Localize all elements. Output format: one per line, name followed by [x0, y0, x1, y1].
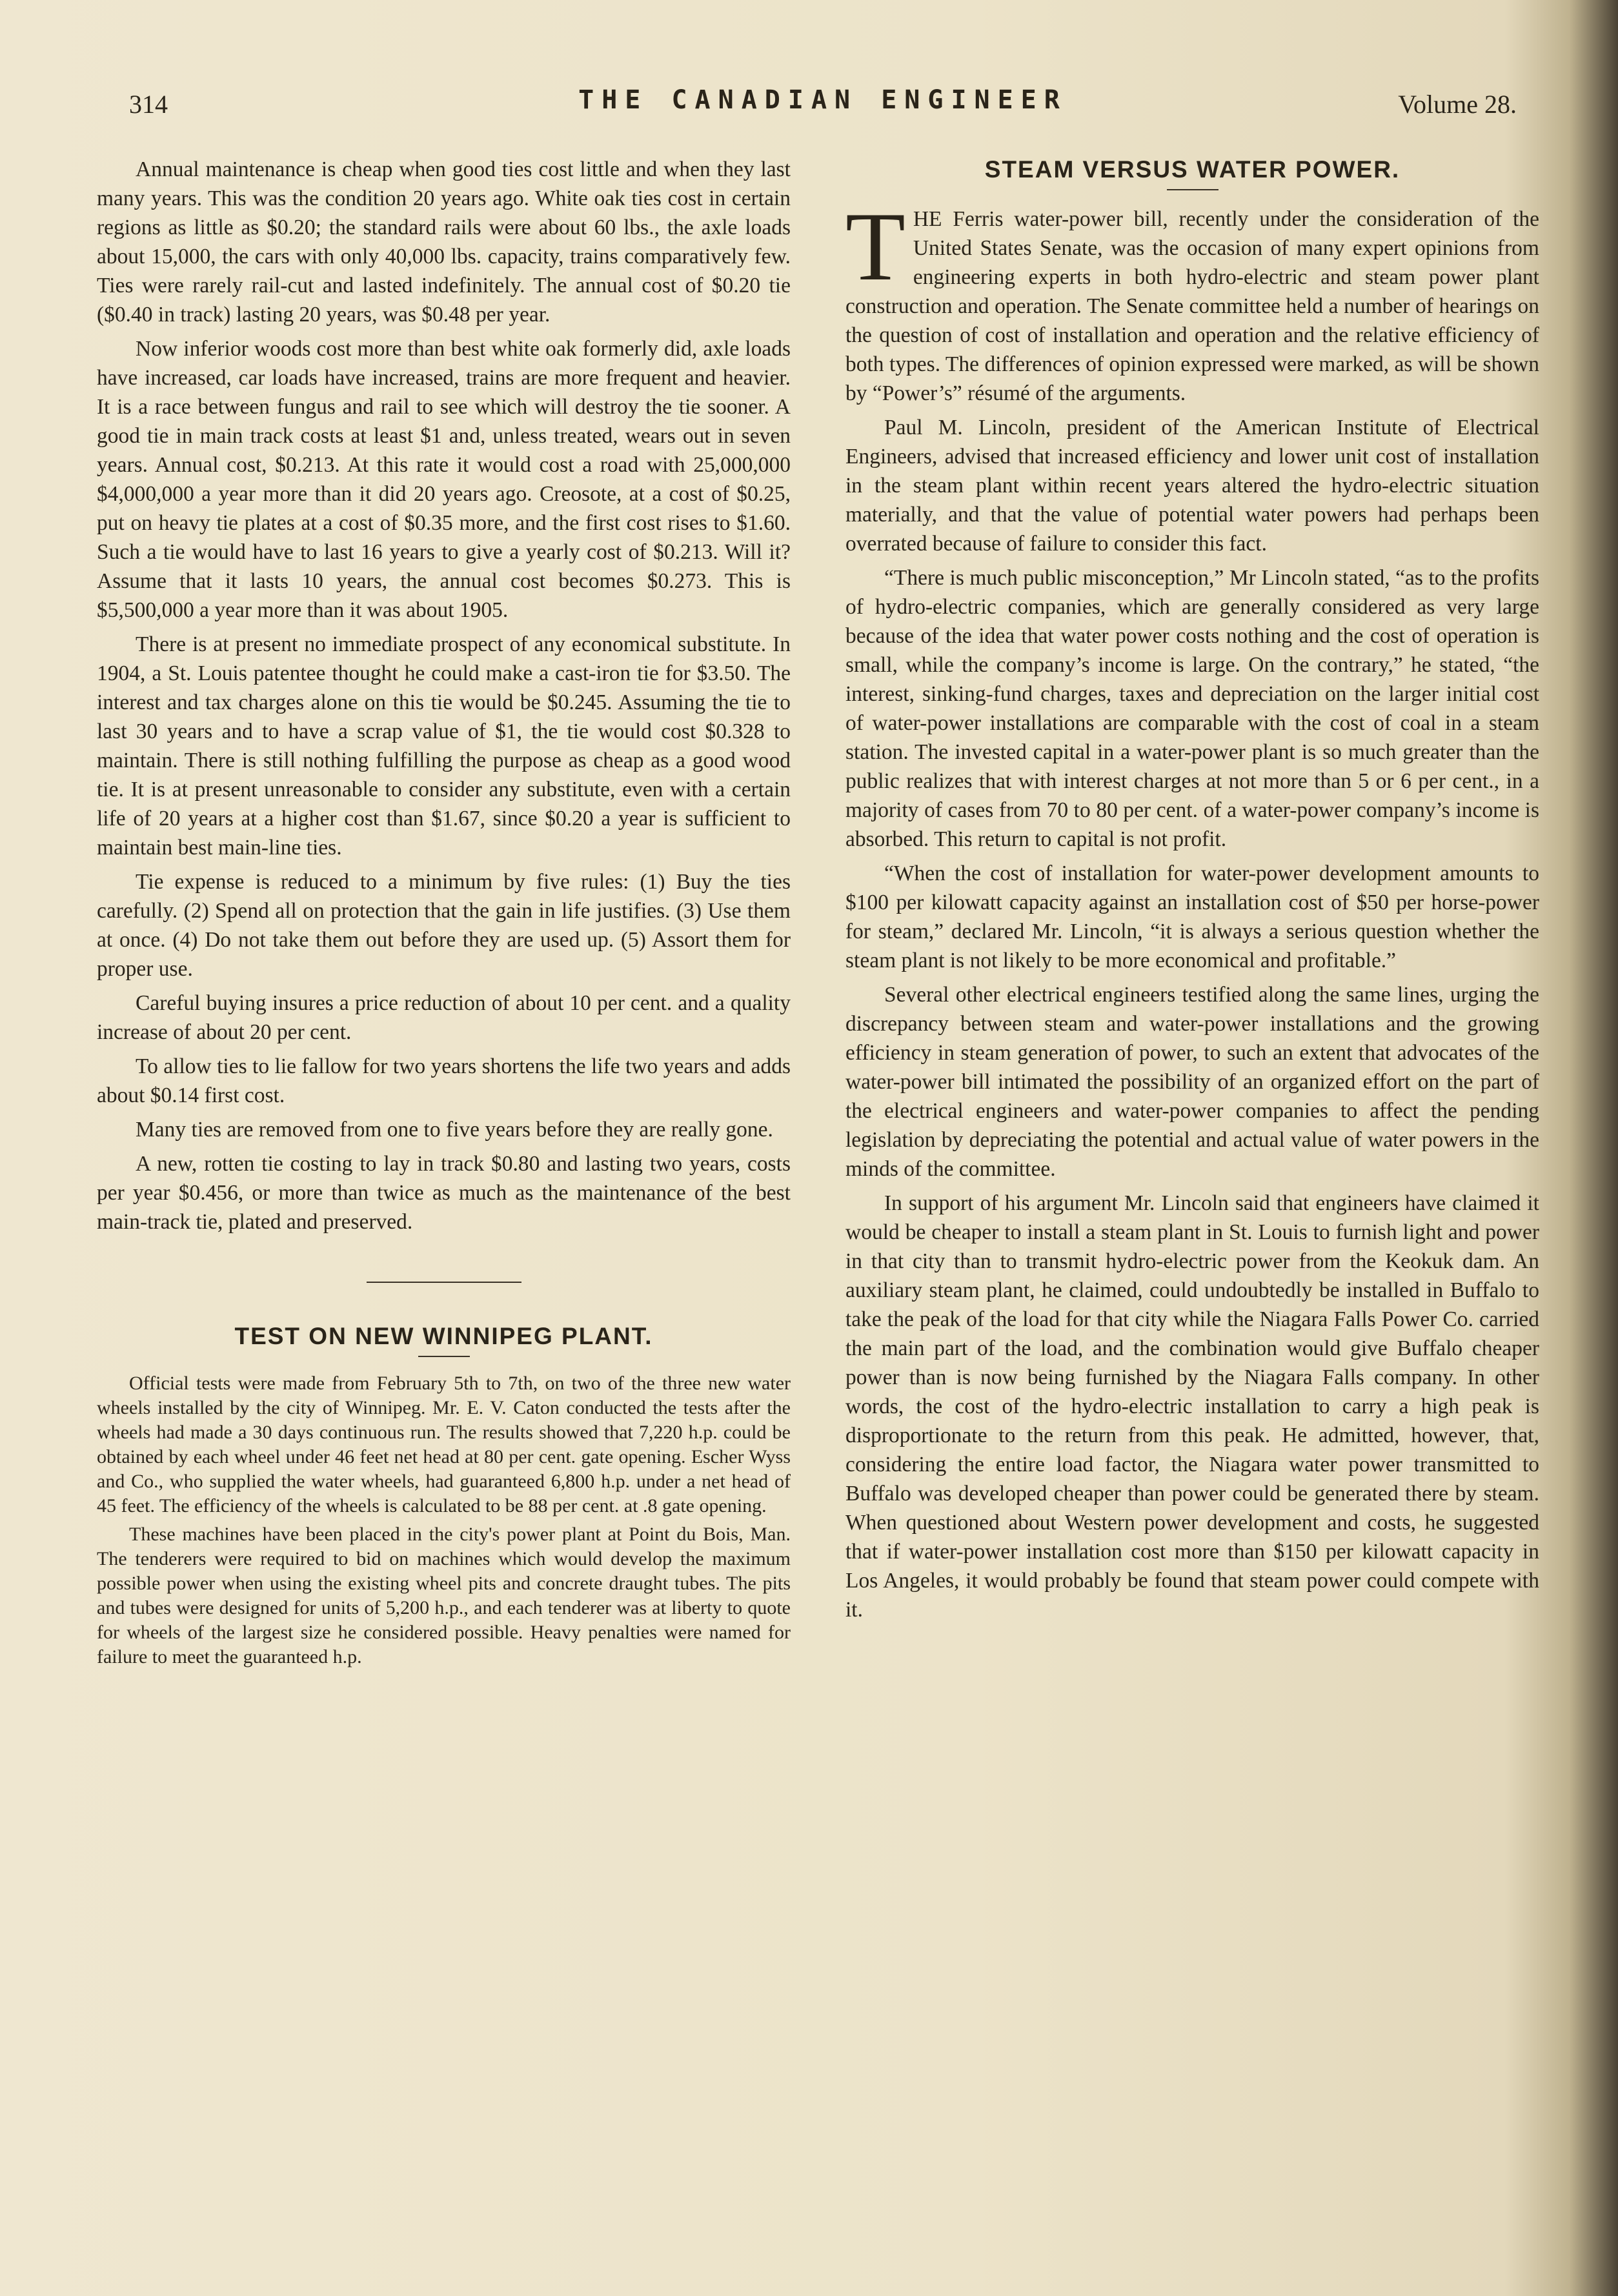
page-number: 314 — [129, 90, 168, 119]
paragraph: Tie expense is reduced to a minimum by five rules: (1) Buy the ties carefully. (2) Spend all on protection that the gain in life justifies. (3) Use them at once. (4) Do not take them out before they are used up. (5) Assort them for proper use. — [97, 870, 791, 981]
paragraph: Many ties are removed from one to five years before they are really gone. — [136, 1118, 773, 1142]
drop-cap: T — [845, 192, 905, 301]
paragraph: A new, rotten tie costing to lay in track $0.80 and lasting two years, costs per year $0.456, or more than twice as much as the maintenance of the best main-track tie, plated and preserved. — [97, 1152, 791, 1234]
paragraph: There is at present no immediate prospect of any economical substitute. In 1904, a St. Louis patentee thought he could make a cast-iron tie for $3.50. The interest and tax charges alone on this tie would be $0.245. Assuming the tie to last 30 years and to have a scrap value of $1, the tie would cost $0.328 to maintain. There is still nothing fulfilling the purpose as cheap as a good wood tie. It is at present unreasonable to consider any substitute, even with a certain life of 20 years at a higher cost than $1.67, since $0.20 a year is sufficient to maintain best main-line ties. — [97, 632, 791, 860]
heading-rule — [418, 1356, 470, 1357]
page-header — [129, 85, 1517, 124]
article-heading-steam: STEAM VERSUS WATER POWER. — [984, 156, 1401, 183]
left-column — [97, 155, 791, 1673]
paragraph: Now inferior woods cost more than best white oak formerly did, axle loads have increased, car loads have increased, trains are more frequent and heavier. It is a race between fungus and rail to see which will destroy the tie sooner. A good tie in main track costs at least $1 and, unless treated, wears out in seven years. Annual cost, $0.213. At this rate it would cost a road with 25,000,000 $4,000,000 a year more than it did 20 years ago. Creosote, at a cost of $0.25, put on heavy tie plates at a cost of $0.35 more, and the first cost rises to $1.60. Such a tie would have to last 16 years to give a yearly cost of $0.213. Will it? Assume that it lasts 10 years, the annual cost becomes $0.273. This is $5,500,000 a year more than it was about 1905. — [97, 337, 791, 622]
paragraph: “There is much public misconception,” Mr Lincoln stated, “as to the profits of hydro-electric companies, which are generally considered as very large because of the idea that water power costs nothing and the cost of operation is small, while the company’s income is large. On the contrary,” he stated, “the interest, sinking-fund charges, taxes and depreciation on the larger initial cost of water-power installations are comparable with the cost of coal in a steam station. The invested capital in a water-power plant is so much greater than the public realizes that with interest charges at not more than 5 or 6 per cent., in a majority of cases from 70 to 80 per cent. of a water-power company’s income is absorbed. This return to capital is not profit. — [845, 566, 1539, 851]
section-divider — [367, 1282, 521, 1283]
paragraph: “When the cost of installation for water-power development amounts to $100 per kilowatt capacity against an installation cost of $50 per horse-power for steam,” declared Mr. Lincoln, “it is always a serious question whether the steam plant is not likely to be more economical and profitable.” — [845, 861, 1539, 972]
heading-rule — [1167, 189, 1219, 190]
paragraph: HE Ferris water-power bill, recently under the consideration of the United States Senate, was the occasion of many expert opinions from engineering experts in both hydro-electric and steam power plant construction and operation. The Senate committee held a number of hearings on the question of cost of installation and operation and the relative efficiency of both types. The differences of opinion expressed were marked, as will be shown by “Power’s” résumé of the arguments. — [845, 207, 1539, 405]
winnipeg-article-body — [97, 1371, 791, 1669]
paragraph: Several other electrical engineers testified along the same lines, urging the discrepancy between steam and water-power installations and the growing efficiency in steam generation of power, to such an extent that advocates of the water-power bill intimated the possibility of an organized effort on the part of the electrical engineers and water-power companies to affect the pending legislation by depreciating the potential and actual value of water powers in the minds of the committee. — [845, 983, 1539, 1181]
journal-title: THE CANADIAN ENGINEER — [578, 85, 1067, 115]
paragraph: To allow ties to lie fallow for two years shortens the life two years and adds about $0.14 first cost. — [97, 1054, 791, 1107]
paragraph: Paul M. Lincoln, president of the American Institute of Electrical Engineers, advised that increased efficiency and lower unit cost of installation in the steam plant within recent years altered the hydro-electric situation materially, and that the value of potential water powers had perhaps been overrated because of failure to consider this fact. — [845, 416, 1539, 556]
volume-label: Volume 28. — [1398, 90, 1517, 119]
paragraph: Official tests were made from February 5th to 7th, on two of the three new water wheels installed by the city of Winnipeg. Mr. E. V. Caton conducted the tests after the wheels had made a 30 days continuous run. The results showed that 7,220 h.p. could be obtained by each wheel under 46 feet net head at 80 per cent. gate opening. Escher Wyss and Co., who supplied the water wheels, had guaranteed 6,800 h.p. under a net head of 45 feet. The efficiency of the wheels is calculated to be 88 per cent. at .8 gate opening. — [97, 1373, 791, 1516]
article-heading-winnipeg: TEST ON NEW WINNIPEG PLANT. — [234, 1323, 653, 1349]
paragraph: These machines have been placed in the city's power plant at Point du Bois, Man. The tenderers were required to bid on machines which would develop the maximum possible power when using the existing wheel pits and concrete draught tubes. The pits and tubes were designed for units of 5,200 h.p., and each tenderer was at liberty to quote for wheels of the largest size he considered possible. Heavy penalties were named for failure to meet the guaranteed h.p. — [97, 1524, 791, 1667]
lead-paragraph — [845, 192, 1539, 408]
paragraph: Careful buying insures a price reduction of about 10 per cent. and a quality increase of about 20 per cent. — [97, 991, 791, 1044]
paragraph: Annual maintenance is cheap when good ties cost little and when they last many years. This was the condition 20 years ago. White oak ties cost in certain regions as little as $0.20; the standard rails were about 60 lbs., the axle loads about 15,000, the cars with only 40,000 lbs. capacity, trains comparatively few. Ties were rarely rail-cut and lasted indefinitely. The annual cost of $0.20 tie ($0.40 in track) lasting 20 years, was $0.48 per year. — [97, 157, 791, 327]
paragraph: In support of his argument Mr. Lincoln said that engineers have claimed it would be cheaper to install a steam plant in St. Louis to furnish light and power in that city than to transmit hydro-electric power from the Keokuk dam. An auxiliary steam plant, he claimed, could undoubtedly be installed in Buffalo to take the peak of the load for that city while the Niagara Falls Power Co. carried the main part of the load, and the combination would give Buffalo cheaper power than is now being furnished by the Niagara Falls company. In other words, the cost of the hydro-electric installation to carry a high peak is disproportionate to the return from this peak. He admitted, however, that, considering the entire load factor, the Niagara water power transmitted to Buffalo was developed cheaper than power could be generated there by steam. When questioned about Western power development and costs, he suggested that if water-power installation cost more than $150 per kilowatt capacity in Los Angeles, it would probably be found that steam power could compete with it. — [845, 1191, 1539, 1622]
right-column — [845, 155, 1539, 1629]
